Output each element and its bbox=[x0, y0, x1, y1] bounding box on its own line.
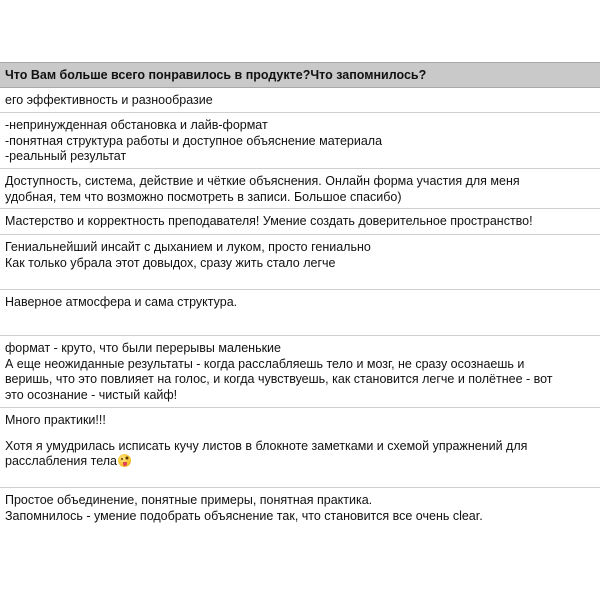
response-line: Доступность, система, действие и чёткие объяснения. Онлайн форма участия для меня bbox=[5, 174, 520, 188]
row-spacer bbox=[5, 429, 595, 439]
response-line-with-emoji bbox=[5, 454, 595, 470]
table-row bbox=[0, 408, 600, 488]
response-line: Мастерство и корректность преподавателя! Умение создать доверительное пространство! bbox=[5, 214, 533, 228]
response-line: А еще неожиданные результаты - когда расслабляешь тело и мозг, не сразу осознаешь и bbox=[5, 356, 525, 371]
face-with-tongue-emoji bbox=[118, 454, 131, 467]
response-line: формат - круто, что были перерывы маленькие bbox=[5, 341, 281, 355]
response-line: это осознание - чистый кайф! bbox=[5, 387, 178, 402]
response-line: Гениальнейший инсайт с дыханием и луком, просто гениально bbox=[5, 240, 371, 254]
response-line: Наверное атмосфера и сама структура. bbox=[5, 295, 238, 309]
table-row bbox=[0, 209, 600, 235]
response-line: -понятная структура работы и доступное объяснение материала bbox=[5, 133, 383, 148]
response-line: веришь, что это повлияет на голос, и когда чувствуешь, как становится легче и полётнее - вот bbox=[5, 372, 553, 386]
response-line: Простое объединение, понятные примеры, понятная практика. bbox=[5, 493, 373, 507]
table-row bbox=[0, 235, 600, 290]
response-line: удобная, тем что возможно посмотреть в записи. Большое спасибо) bbox=[5, 189, 402, 204]
response-line: Как только убрала этот довыдох, сразу жить стало легче bbox=[5, 255, 336, 270]
response-line-text: расслабления тела bbox=[5, 454, 117, 468]
response-line: его эффективность и разнообразие bbox=[5, 93, 213, 107]
response-line: Запомнилось - умение подобрать объяснение так, что становится все очень clear. bbox=[5, 508, 483, 523]
table-row bbox=[0, 88, 600, 113]
survey-table bbox=[0, 62, 600, 536]
table-row bbox=[0, 336, 600, 408]
response-line: Хотя я умудрилась исписать кучу листов в блокноте заметками и схемой упражнений для bbox=[5, 438, 528, 453]
response-line: -непринужденная обстановка и лайв-формат bbox=[5, 118, 268, 132]
table-row bbox=[0, 488, 600, 536]
table-row bbox=[0, 169, 600, 209]
response-line: Много практики!!! bbox=[5, 413, 106, 427]
table-row bbox=[0, 290, 600, 336]
response-line: -реальный результат bbox=[5, 149, 127, 163]
column-header: Что Вам больше всего понравилось в продукте?Что запомнилось? bbox=[0, 62, 600, 88]
table-row bbox=[0, 113, 600, 169]
